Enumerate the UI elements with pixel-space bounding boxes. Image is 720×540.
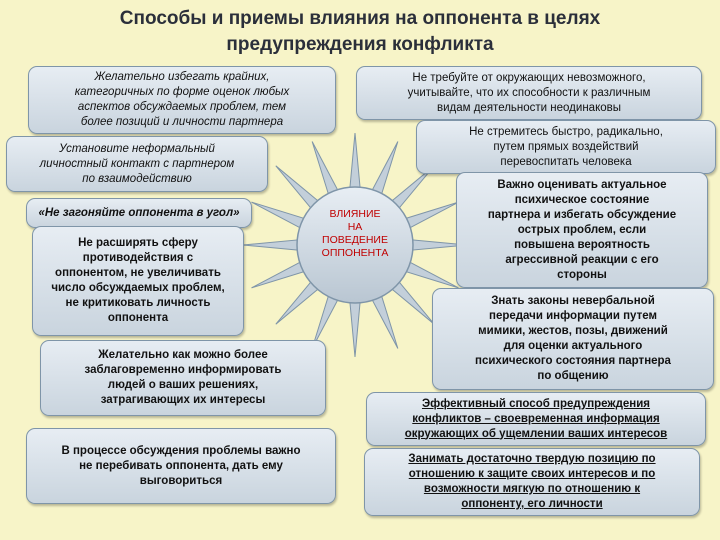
tip-avoid-extreme-judgments (28, 66, 336, 134)
tip-dont-expand-conflict (32, 226, 244, 336)
tip-dont-reeducate (416, 120, 716, 174)
center-label: ВЛИЯНИЕ НА ПОВЕДЕНИЕ ОППОНЕНТА (321, 208, 389, 259)
tip-assess-mental-state (456, 172, 708, 288)
tip-text: Желательно как можно более заблаговременно информировать людей о ваших решениях, затрагивающих их интересы (84, 349, 282, 406)
tip-text: В процессе обсуждения проблемы важно не перебивать оппонента, дать ему выговориться (61, 444, 301, 487)
tip-timely-information (366, 392, 706, 446)
sun-ray (349, 133, 360, 193)
tip-text: Не стремитесь быстро, радикально, путем прямых воздействий перевоспитать человека (469, 125, 663, 168)
sun-ray (349, 297, 360, 357)
tip-inform-in-advance (40, 340, 326, 416)
title-line-2: предупреждения конфликта (226, 34, 494, 55)
title-line-1: Способы и приемы влияния на оппонента в целях (119, 8, 601, 29)
tip-dont-demand-impossible (356, 66, 702, 120)
tip-text: Желательно избегать крайних, категоричных по форме оценок любых аспектов обсуждаемых проблем, тем более позиций и личности партнера (74, 71, 290, 128)
tip-text: Не расширять сферу противодействия с оппонентом, не увеличивать число обсуждаемых проблем, не критиковать личность оппонента (51, 237, 225, 324)
tip-text: Занимать достаточно твердую позицию по отношению к защите своих интересов и по возможности мягкую по отношению к оппоненту, его личности (408, 453, 656, 510)
sun-ray (243, 239, 303, 250)
tip-text: Знать законы невербальной передачи информации путем мимики, жестов, позы, движений для оценки актуального психического состояния партнера по общению (475, 295, 671, 382)
tip-text: Эффективный способ предупреждения конфликтов – своевременная информация окружающих об ущемлении ваших интересов (404, 397, 668, 440)
tip-text: Не требуйте от окружающих невозможного, учитывайте, что их способности к различным видам деятельности неодинаковы (407, 71, 651, 114)
tip-dont-interrupt (26, 428, 336, 504)
tip-dont-corner-opponent (26, 198, 252, 228)
tip-text: Установите неформальный личностный контакт с партнером по взаимодействию (39, 142, 235, 185)
tip-nonverbal-laws (432, 288, 714, 390)
tip-text: «Не загоняйте оппонента в угол» (38, 206, 240, 219)
tip-text: Важно оценивать актуальное психическое состояние партнера и избегать обсуждение острых проблем, если повышена вероятность агрессивной реакции с его стороны (487, 178, 677, 281)
tip-firm-position (364, 448, 700, 516)
tip-informal-contact (6, 136, 268, 192)
